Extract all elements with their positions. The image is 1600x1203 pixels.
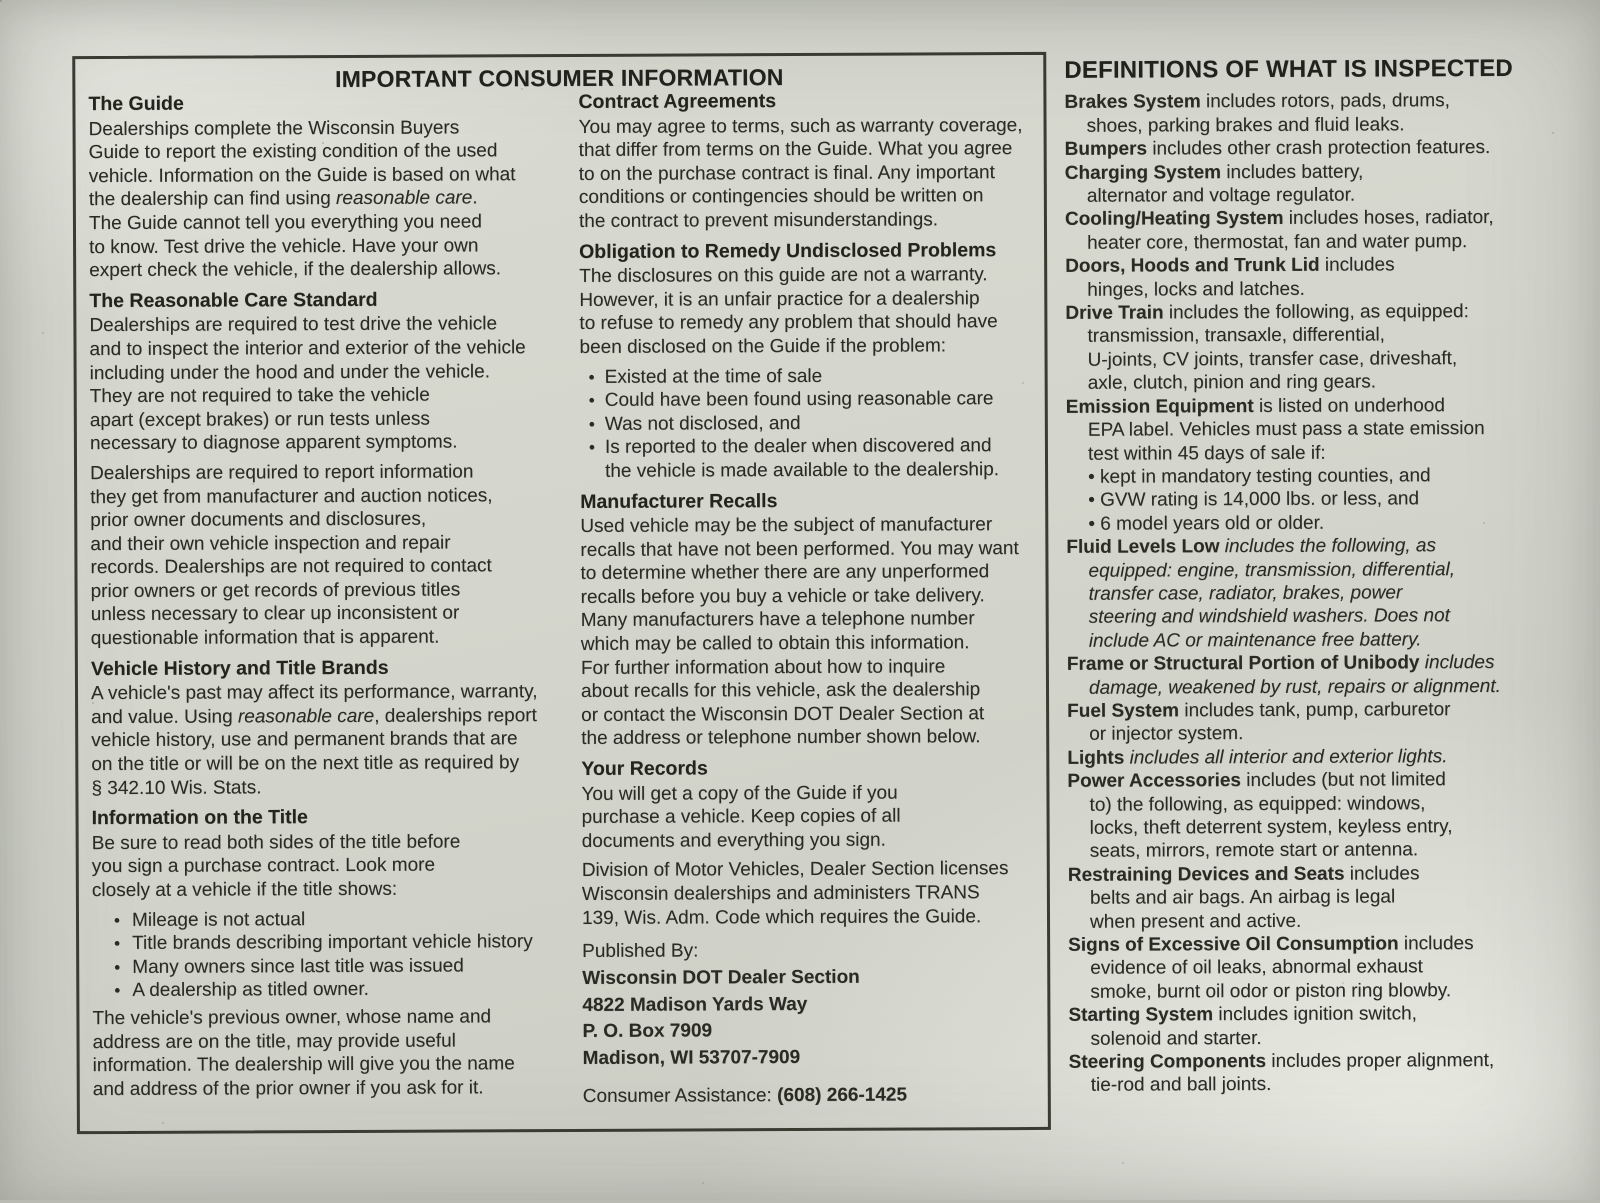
bullet-icon: • xyxy=(113,910,121,930)
paragraph xyxy=(89,312,576,456)
definition-item xyxy=(1065,136,1570,162)
bullet-text: Was not disclosed, and xyxy=(604,412,801,435)
column-left xyxy=(88,91,578,1107)
definition-item xyxy=(1067,698,1572,747)
bold-text: Restraining Devices and Seats xyxy=(1067,863,1345,886)
paragraph xyxy=(92,1005,578,1101)
bullet-text: Title brands describing important vehicle history xyxy=(132,931,533,955)
bullet-icon: • xyxy=(588,367,595,387)
bullet-text: Could have been found using reasonable care xyxy=(604,388,994,411)
section-heading: Contract Agreements xyxy=(578,90,777,113)
section-heading: The Reasonable Care Standard xyxy=(89,288,378,312)
definition-item xyxy=(1065,206,1570,255)
text-run: Division of Motor Vehicles, Dealer Section licenses Wisconsin dealerships and administers TRANS 139, Wis. Adm. Code which requires the Guide. xyxy=(581,858,1009,929)
paragraph xyxy=(90,460,577,651)
italic-text: includes damage, weakened by rust, repairs or alignment. xyxy=(1088,652,1501,699)
bullet-list xyxy=(92,907,578,1003)
bold-text: Brakes System xyxy=(1064,91,1201,114)
bold-text: Frame or Structural Portion of Unibody xyxy=(1066,652,1420,675)
bullet-item xyxy=(92,930,578,956)
definitions-title: DEFINITIONS OF WHAT IS INSPECTED xyxy=(1064,54,1514,84)
text-run: includes belts and air bags. An airbag is legal when present and active. xyxy=(1089,863,1420,933)
contact xyxy=(583,1083,1041,1109)
bold-text: Bumpers xyxy=(1064,138,1148,161)
definition-item xyxy=(1067,744,1572,770)
bold-text: Charging System xyxy=(1064,161,1222,184)
bullet-item xyxy=(580,434,1038,483)
section-heading: The Guide xyxy=(88,92,184,116)
panel-title: IMPORTANT CONSUMER INFORMATION xyxy=(335,64,784,93)
paragraph xyxy=(579,263,1037,359)
definition-item xyxy=(1065,159,1570,208)
bullet-text: Mileage is not actual xyxy=(131,908,306,931)
definition-item xyxy=(1069,1049,1574,1098)
text-run: The disclosures on this guide are not a warranty. However, it is an unfair practice for a dealership to refuse to remedy any problem that should have been disclosed on the Guide if the problem: xyxy=(579,264,998,358)
text-run: includes hinges, locks and latches. xyxy=(1087,254,1395,301)
address xyxy=(582,964,1040,1073)
bullet-item xyxy=(580,411,1038,437)
bold-text: Power Accessories xyxy=(1067,770,1242,793)
section-heading: Manufacturer Recalls xyxy=(580,489,778,513)
definitions-column xyxy=(1064,54,1574,1098)
text-run: You may agree to terms, such as warranty coverage, that differ from terms on the Guide. What you agree to on the purchase contract is final. Any important conditions or contingencies should be written on the contract to prevent misunderstandings. xyxy=(578,114,1023,232)
text-run: You will get a copy of the Guide if you purchase a vehicle. Keep copies of all documents and everything you sign. xyxy=(581,782,901,852)
bold-text: Wisconsin DOT Dealer Section 4822 Madison Yards Way P. O. Box 7909 Madison, WI 53707-7909 xyxy=(582,966,860,1070)
text-run: includes tank, pump, carburetor or injector system. xyxy=(1089,699,1451,746)
paragraph xyxy=(582,857,1040,930)
definition-item xyxy=(1067,768,1572,864)
text-run: . The Guide cannot tell you everything you need to know. Test drive the vehicle. Have your own expert check the vehicle, if the dealership allows. xyxy=(88,187,502,282)
text-run: includes other crash protection features. xyxy=(1146,137,1491,160)
section-heading: Your Records xyxy=(581,757,708,780)
section-heading: Obligation to Remedy Undisclosed Problems xyxy=(579,238,997,263)
text-run: Dealerships are required to test drive the vehicle and to inspect the interior and exterior of the vehicle including under the hood and under the vehicle. They are not required to take the vehicle apart (except brakes) or run tests unless necessary to diagnose apparent symptoms. xyxy=(89,313,526,455)
text-run: includes ignition switch, solenoid and starter. xyxy=(1090,1003,1417,1050)
text-run: includes the following, as equipped: transmission, transaxle, differential, U-joints, CV joints, transfer case, driveshaft, axle, clutch, pinion and ring gears. xyxy=(1087,301,1469,395)
italic-text: reasonable care xyxy=(335,187,473,210)
text-run: Dealerships are required to report information they get from manufacturer and auction notices, prior owner documents and disclosures, and their own vehicle inspection and repair records. Dealerships are not required to contact prior owners or get records of previous titles unless necessary to clear up inconsistent or questionable information that is apparent. xyxy=(90,461,493,650)
bold-text: Drive Train xyxy=(1065,302,1164,324)
definition-item xyxy=(1066,393,1572,536)
definition-item xyxy=(1068,932,1573,1004)
definition-item xyxy=(1065,253,1570,302)
bullet-icon: • xyxy=(114,934,121,954)
text-run: Published By: xyxy=(582,940,699,963)
bold-text: Lights xyxy=(1067,747,1125,769)
definition-item xyxy=(1065,300,1570,396)
paragraph xyxy=(92,830,578,903)
bold-text: Starting System xyxy=(1068,1004,1214,1027)
italic-text: includes the following, as equipped: engine, transmission, differential, transfer case, radiator, brakes, power steering and windshield washers. Does not include AC or maintenance free battery. xyxy=(1088,535,1456,652)
bullet-text: A dealership as titled owner. xyxy=(132,979,369,1002)
bold-text: Fluid Levels Low xyxy=(1066,536,1220,558)
paragraph xyxy=(579,114,1038,234)
text-run: The vehicle's previous owner, whose name and address are on the title, may provide useful information. The dealership will give you the name and address of the prior owner if you ask for it. xyxy=(92,1006,515,1100)
text-run: is listed on underhood EPA label. Vehicles must pass a state emission test within 45 days of sale if: • kept in mandatory testing counties, and • GVW rating is 14,000 lbs. or less, and • 6 model years old or older. xyxy=(1087,394,1485,535)
bullet-item xyxy=(92,907,578,933)
paragraph xyxy=(581,781,1039,854)
bullet-text: Many owners since last title was issued xyxy=(132,955,464,978)
definition-item xyxy=(1066,534,1572,653)
text-run: Used vehicle may be the subject of manufacturer recalls that have not been performed. You may want to determine whether there are any unperformed recalls before you buy a vehicle or take delivery. Many manufacturers have a telephone number which may be called to obtain this information. For further information about how to inquire about recalls for this vehicle, ask the dealership or contact the Wisconsin DOT Dealer Section at the address or telephone number shown below. xyxy=(580,514,1019,750)
definition-item xyxy=(1064,89,1569,138)
bold-text: Emission Equipment xyxy=(1065,395,1254,418)
bullet-item xyxy=(92,954,578,980)
text-run: includes evidence of oil leaks, abnormal exhaust smoke, burnt oil odor or piston ring blowby. xyxy=(1090,933,1474,1003)
text-run: includes (but not limited to) the following, as equipped: windows, locks, theft deterrent system, keyless entry, seats, mirrors, remote start or antenna. xyxy=(1089,769,1453,863)
paragraph xyxy=(91,680,578,800)
bold-text: (608) 266-1425 xyxy=(777,1084,908,1107)
bullet-icon: • xyxy=(588,438,595,458)
paragraph xyxy=(580,513,1039,751)
consumer-information-panel xyxy=(72,52,1051,1134)
text-run: Be sure to read both sides of the title before you sign a purchase contract. Look more closely at a vehicle if the title shows: xyxy=(91,831,461,902)
bullet-item xyxy=(92,977,578,1003)
text-run: includes hoses, radiator, heater core, thermostat, fan and water pump. xyxy=(1087,207,1494,254)
bold-text: Fuel System xyxy=(1067,700,1180,722)
bold-text: Steering Components xyxy=(1068,1051,1267,1073)
bullet-item xyxy=(580,363,1038,389)
text-run: includes proper alignment, tie-rod and ball joints. xyxy=(1090,1050,1495,1097)
section-heading: Vehicle History and Title Brands xyxy=(90,656,389,680)
bold-text: Cooling/Heating System xyxy=(1064,208,1284,231)
publisher-label xyxy=(582,938,1040,964)
definitions-list xyxy=(1064,89,1573,1098)
text-run: Dealerships complete the Wisconsin Buyers Guide to report the existing condition of the used vehicle. Information on the Guide is based on what the dealership can find using xyxy=(88,117,516,211)
section-heading: Information on the Title xyxy=(91,806,308,830)
bold-text: Signs of Excessive Oil Consumption xyxy=(1068,933,1399,956)
italic-text: reasonable care xyxy=(237,705,375,728)
bullet-item xyxy=(580,387,1038,413)
definition-item xyxy=(1068,861,1573,933)
definition-item xyxy=(1067,651,1572,700)
text-run: Consumer Assistance: xyxy=(582,1085,778,1107)
text-run: A vehicle's past may affect its performance, warranty, and value. Using xyxy=(90,681,538,728)
bullet-icon: • xyxy=(114,957,121,977)
bullet-icon: • xyxy=(588,391,595,411)
bullet-icon: • xyxy=(588,414,595,434)
definition-item xyxy=(1068,1002,1573,1051)
bullet-text: Is reported to the dealer when discovered and the vehicle is made available to the dealership. xyxy=(604,435,1000,482)
bullet-text: Existed at the time of sale xyxy=(604,365,823,388)
italic-text: includes all interior and exterior lights. xyxy=(1124,745,1448,769)
bullet-list xyxy=(580,363,1039,483)
bold-text: Doors, Hoods and Trunk Lid xyxy=(1065,254,1320,278)
text-run: includes rotors, pads, drums, shoes, parking brakes and fluid leaks. xyxy=(1086,90,1450,137)
paragraph xyxy=(89,116,576,283)
text-run: , dealerships report vehicle history, use and permanent brands that are on the title or will be on the next title as required by § 342.10 Wis. Stats. xyxy=(91,704,537,799)
bullet-icon: • xyxy=(114,981,121,1001)
text-run: includes battery, alternator and voltage regulator. xyxy=(1086,161,1364,207)
column-middle xyxy=(578,89,1040,1109)
